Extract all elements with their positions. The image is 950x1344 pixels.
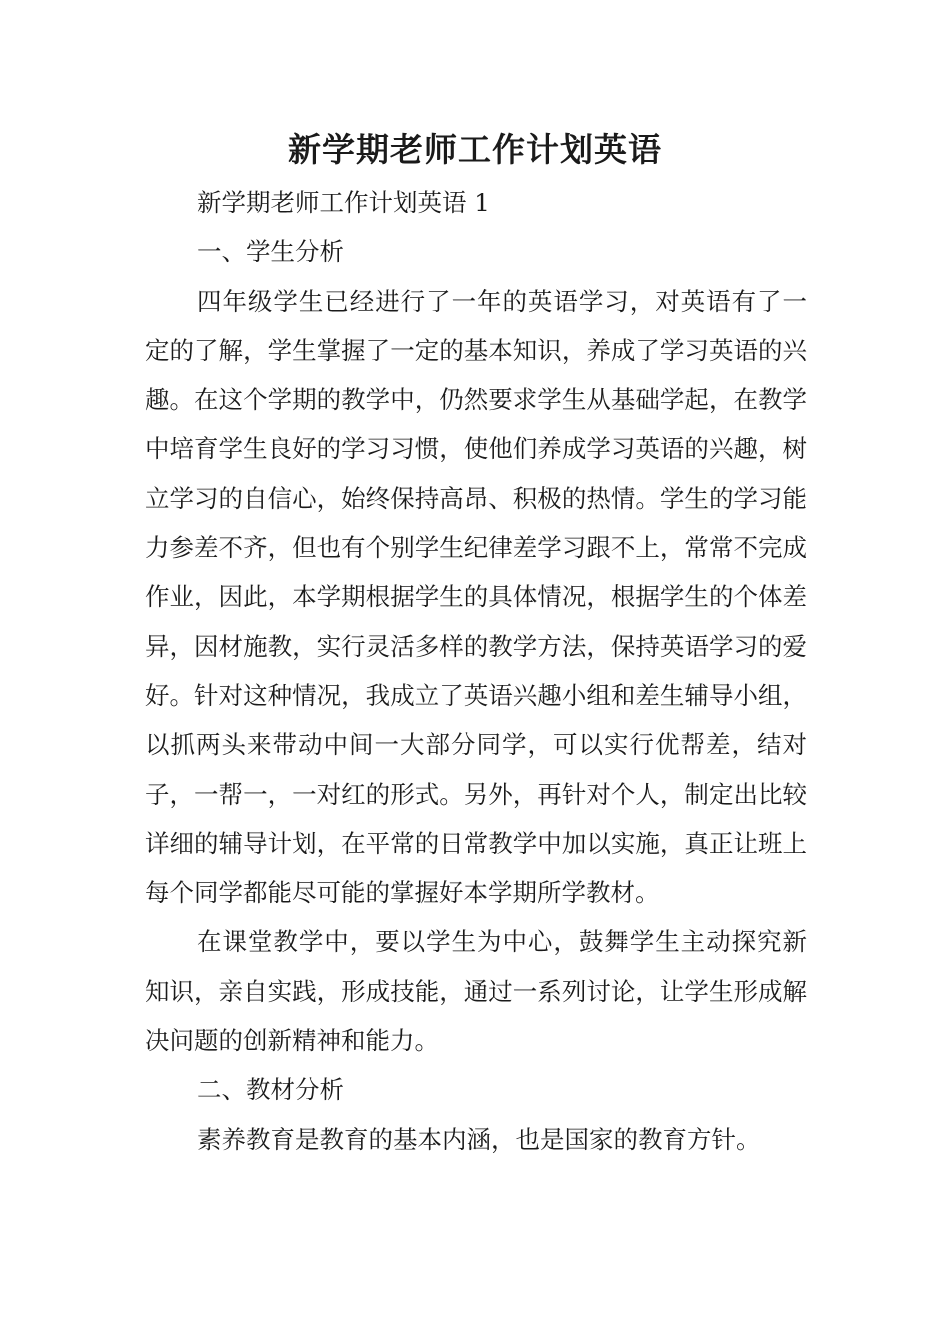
paragraph-classroom-teaching: 在课堂教学中，要以学生为中心，鼓舞学生主动探究新知识，亲自实践，形成技能，通过一系列讨论，让学生形成解决问题的创新精神和能力。	[145, 927, 807, 1056]
paragraph-quality-education: 素养教育是教育的基本内涵，也是国家的教育方针。	[197, 1124, 761, 1154]
paragraph-student-analysis: 四年级学生已经进行了一年的英语学习，对英语有了一定的了解，学生掌握了一定的基本知识，养成了学习英语的兴趣。在这个学期的教学中，仍然要求学生从基础学起，在教学中培育学生良好的学习习惯，使他们养成学习英语的兴趣，树立学习的自信心，始终保持高昂、积极的热情。学生的学习能力参差不齐，但也有个别学生纪律差学习跟不上，常常不完成作业，因此，本学期根据学生的具体情况，根据学生的个体差异，因材施教，实行灵活多样的教学方法，保持英语学习的爱好。针对这种情况，我成立了英语兴趣小组和差生辅导小组，以抓两头来带动中间一大部分同学，可以实行优帮差，结对子，一帮一，一对红的形式。另外，再针对个人，制定出比较详细的辅导计划，在平常的日常教学中加以实施，真正让班上每个同学都能尽可能的掌握好本学期所学教材。	[145, 286, 807, 908]
document-title: 新学期老师工作计划英语	[288, 130, 662, 169]
section-heading-student-analysis: 一、学生分析	[197, 237, 344, 267]
document-body	[145, 178, 807, 1164]
section-heading-textbook-analysis: 二、教材分析	[197, 1075, 344, 1105]
document-subtitle: 新学期老师工作计划英语 1	[197, 188, 490, 217]
